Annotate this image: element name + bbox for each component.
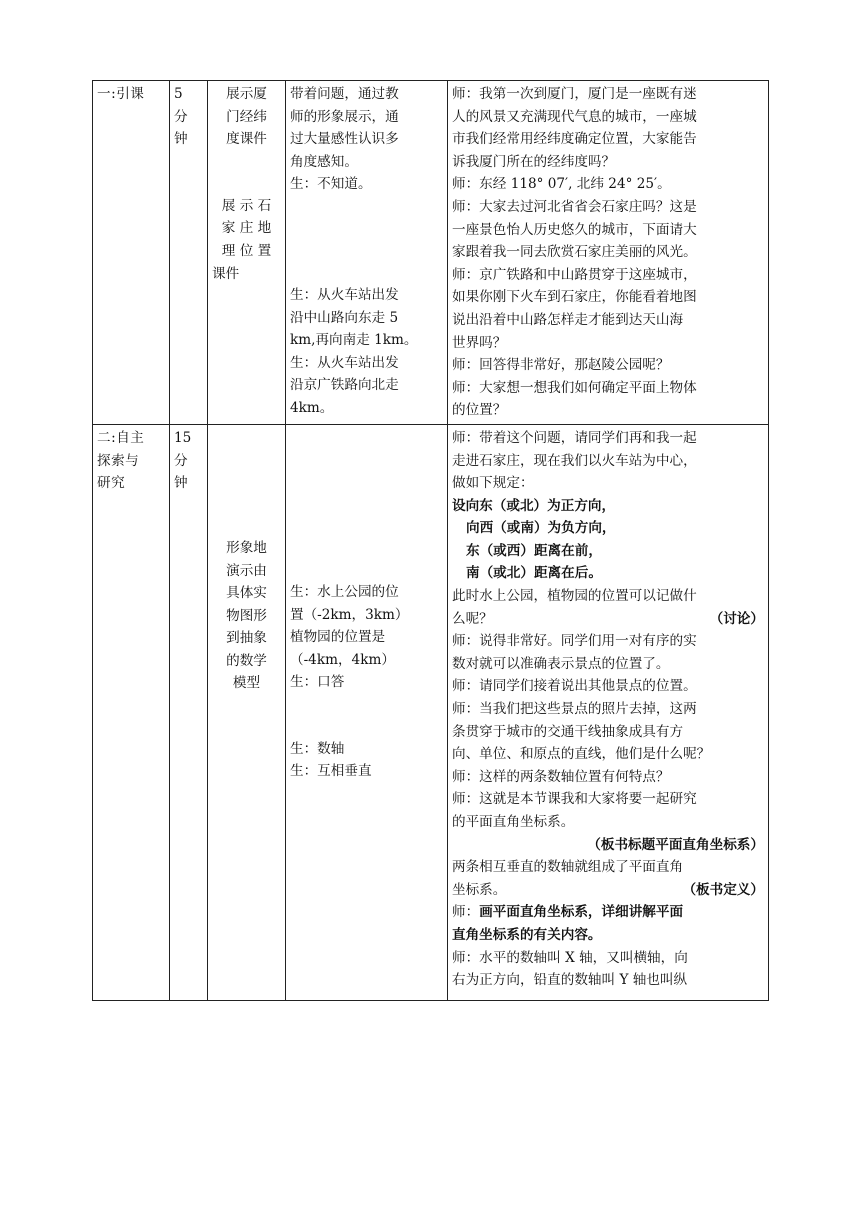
rule-text: 设向东（或北）为正方向， bbox=[452, 497, 616, 514]
teacher-text: 右为正方向，铅直的数轴叫 Y 轴也叫纵 bbox=[452, 972, 688, 989]
student-text: 生：不知道。 bbox=[290, 176, 372, 193]
rule-text: 南（或北）距离在后。 bbox=[466, 565, 602, 582]
student-text: 生：从火车站出发 bbox=[290, 286, 399, 303]
teacher-text: 师：我第一次到厦门，厦门是一座既有迷 bbox=[452, 86, 697, 102]
teacher-text: 师：这就是本节课我和大家将要一起研究 bbox=[452, 791, 697, 808]
board-definition-note: （板书定义） bbox=[682, 881, 764, 898]
media-text: 物图形 bbox=[226, 607, 267, 624]
media-text: 演示由 bbox=[226, 562, 267, 579]
teacher-text: 说出沿着中山路怎样走才能到达天山海 bbox=[452, 311, 684, 328]
lesson-plan-table bbox=[92, 80, 769, 1001]
teacher-text: 数对就可以准确表示景点的位置了。 bbox=[452, 655, 670, 672]
teacher-cell bbox=[448, 81, 769, 425]
student-text: 带着问题，通过教 bbox=[290, 86, 399, 102]
time-cell bbox=[170, 81, 208, 425]
student-cell bbox=[286, 81, 448, 425]
media-text: 具体实 bbox=[226, 585, 267, 602]
rule-text: 向西（或南）为负方向， bbox=[466, 520, 616, 537]
teacher-text: 师：这样的两条数轴位置有何特点？ bbox=[452, 768, 670, 785]
teacher-text: 此时水上公园，植物园的位置可以记做什 bbox=[452, 588, 697, 605]
time-cell bbox=[170, 424, 208, 1000]
media-text: 度课件 bbox=[226, 131, 267, 148]
teacher-text: 师：当我们把这些景点的照片去掉，这两 bbox=[452, 701, 697, 718]
teacher-text: 师：东经 118° 07′, 北纬 24° 25′。 bbox=[452, 176, 671, 193]
media-text: 模型 bbox=[232, 675, 261, 692]
teacher-text: 师：回答得非常好，那赵陵公园呢？ bbox=[452, 357, 670, 374]
media-text: 家 庄 地 bbox=[221, 220, 272, 237]
media-cell bbox=[208, 81, 286, 425]
student-text: 沿京广铁路向北走 bbox=[290, 377, 399, 394]
teacher-text: 师：大家去过河北省省会石家庄吗？这是 bbox=[452, 198, 697, 215]
stage-number: 一: bbox=[97, 86, 117, 102]
media-text: 形象地 bbox=[226, 539, 267, 556]
time-unit: 分 bbox=[174, 452, 188, 469]
student-text: 角度感知。 bbox=[290, 153, 358, 170]
teacher-text: 师：说得非常好。同学们用一对有序的实 bbox=[452, 633, 697, 650]
media-text: 到抽象 bbox=[226, 630, 267, 647]
student-text: 过大量感性认识多 bbox=[290, 131, 399, 148]
media-text: 展示厦 bbox=[226, 86, 267, 102]
time-unit: 分 bbox=[174, 108, 188, 125]
stage-label: 引课 bbox=[116, 86, 145, 102]
table-row bbox=[93, 424, 769, 1000]
teacher-text: 师：大家想一想我们如何确定平面上物体 bbox=[452, 379, 697, 396]
teacher-text: 家跟着我一同去欣赏石家庄美丽的风光。 bbox=[452, 244, 697, 261]
student-text: 生：水上公园的位 bbox=[290, 583, 399, 600]
student-cell bbox=[286, 424, 448, 1000]
student-text: 生：互相垂直 bbox=[290, 763, 372, 780]
stage-number: 二: bbox=[97, 429, 117, 446]
teacher-text: 的位置？ bbox=[452, 402, 507, 419]
teacher-text: 向、单位、和原点的直线，他们是什么呢？ bbox=[452, 746, 711, 763]
teacher-text: 如果你刚下火车到石家庄，你能看着地图 bbox=[452, 289, 697, 306]
teacher-text: 走进石家庄，现在我们以火车站为中心， bbox=[452, 452, 697, 469]
student-text: 生：口答 bbox=[290, 674, 345, 691]
teacher-text: 做如下规定： bbox=[452, 475, 534, 492]
teacher-text: 么呢？ bbox=[452, 610, 493, 627]
stage-cell bbox=[93, 424, 170, 1000]
media-text: 的数学 bbox=[226, 652, 267, 669]
discuss-note: （讨论） bbox=[709, 610, 764, 627]
teacher-text: 直角坐标系的有关内容。 bbox=[452, 926, 602, 943]
board-title-note: （板书标题平面直角坐标系） bbox=[587, 836, 764, 853]
time-value: 15 bbox=[174, 429, 192, 446]
stage-label: 探索与 bbox=[97, 452, 140, 469]
time-value: 5 bbox=[174, 86, 183, 102]
stage-cell bbox=[93, 81, 170, 425]
time-unit: 钟 bbox=[174, 131, 188, 148]
teacher-text: 画平面直角坐标系，详细讲解平面 bbox=[479, 904, 684, 921]
teacher-text: 师：请同学们接着说出其他景点的位置。 bbox=[452, 678, 697, 695]
table-row bbox=[93, 81, 769, 425]
student-text: 师的形象展示，通 bbox=[290, 108, 399, 125]
student-text: 生：从火车站出发 bbox=[290, 354, 399, 371]
stage-label: 自主 bbox=[116, 429, 145, 446]
student-text: （-4km，4km） bbox=[290, 651, 395, 668]
student-text: 4km。 bbox=[290, 399, 334, 416]
teacher-text: 诉我厦门所在的经纬度吗？ bbox=[452, 153, 616, 170]
teacher-text: 人的风景又充满现代气息的城市，一座城 bbox=[452, 108, 697, 125]
teacher-text: 条贯穿于城市的交通干线抽象成具有方 bbox=[452, 723, 684, 740]
teacher-text: 的平面直角坐标系。 bbox=[452, 814, 575, 830]
teacher-text: 师：带着这个问题，请同学们再和我一起 bbox=[452, 429, 697, 446]
teacher-text: 师：京广铁路和中山路贯穿于这座城市， bbox=[452, 266, 697, 283]
student-text: 植物园的位置是 bbox=[290, 629, 386, 646]
student-text: km,再向南走 1km。 bbox=[290, 332, 418, 349]
teacher-text: 世界吗？ bbox=[452, 334, 507, 351]
rule-text: 东（或西）距离在前， bbox=[466, 542, 602, 559]
teacher-text: 坐标系。 bbox=[452, 881, 507, 898]
teacher-text: 市我们经常用经纬度确定位置，大家能告 bbox=[452, 131, 697, 148]
student-text: 置（-2km，3km） bbox=[290, 606, 409, 623]
media-text: 展 示 石 bbox=[221, 197, 272, 214]
time-unit: 钟 bbox=[174, 475, 188, 492]
teacher-text: 一座景色怡人历史悠久的城市，下面请大 bbox=[452, 221, 697, 238]
teacher-text: 师： bbox=[452, 904, 480, 921]
student-text: 沿中山路向东走 5 bbox=[290, 309, 399, 326]
student-text: 生：数轴 bbox=[290, 740, 345, 757]
stage-label: 研究 bbox=[97, 475, 126, 492]
teacher-text: 两条相互垂直的数轴就组成了平面直角 bbox=[452, 859, 684, 876]
teacher-text: 师：水平的数轴叫 X 轴，又叫横轴，向 bbox=[452, 949, 688, 966]
media-text: 课件 bbox=[212, 265, 240, 282]
media-cell bbox=[208, 424, 286, 1000]
media-text: 理 位 置 bbox=[221, 242, 272, 259]
teacher-cell bbox=[448, 424, 769, 1000]
media-text: 门经纬 bbox=[226, 108, 267, 125]
